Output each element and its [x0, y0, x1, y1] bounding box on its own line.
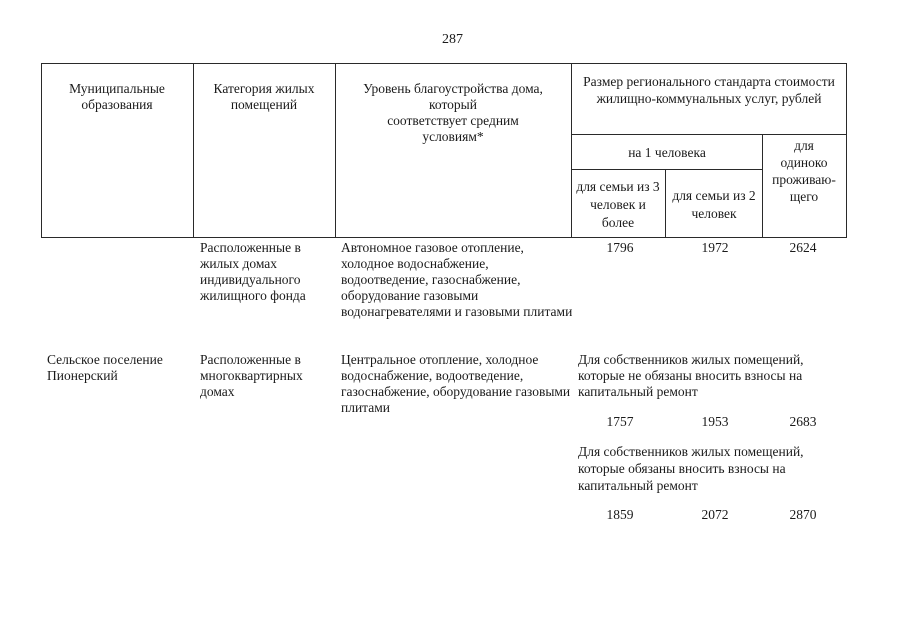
- divider-col2: [335, 63, 336, 237]
- row1-family3-value: 1796: [606, 240, 634, 255]
- header-standard: Размер регионального стандарта стоимости жилищно-коммунальных услуг, рублей: [583, 74, 835, 106]
- header-per-person: на 1 человека: [628, 145, 706, 160]
- divider-standard-sub: [571, 134, 847, 135]
- divider-col1: [193, 63, 194, 237]
- header-level: Уровень благоустройства дома, который соответствует средним условиям*: [363, 81, 543, 144]
- header-category: Категория жилых помещений: [213, 81, 315, 112]
- row2-municipality: Сельское поселение Пионерский: [47, 352, 163, 383]
- row2-a-family2-value: 1953: [701, 414, 729, 429]
- header-single: для одиноко проживаю-щего: [772, 138, 836, 204]
- table-left-border: [41, 63, 42, 237]
- divider-col5: [762, 134, 763, 237]
- row1-category: Расположенные в жилых домах индивидуального жилищного фонда: [200, 240, 306, 303]
- header-family3: для семьи из 3 человек и более: [576, 179, 660, 230]
- header-bottom-border: [41, 237, 847, 238]
- row1-level: Автономное газовое отопление, холодное водоснабжение, водоотведение, газоснабжение, оборудование газовыми водонагревателями и газовыми плитами: [341, 240, 573, 319]
- row2-b-family2-value: 2072: [701, 507, 729, 522]
- header-family2: для семьи из 2 человек: [672, 188, 756, 221]
- row2-note-with-repair: Для собственников жилых помещений, которые обязаны вносить взносы на капитальный ремонт: [578, 444, 804, 493]
- divider-col4: [665, 169, 666, 237]
- row2-category: Расположенные в многоквартирных домах: [200, 352, 303, 399]
- row1-family2-value: 1972: [701, 240, 729, 255]
- row2-a-single-value: 2683: [789, 414, 817, 429]
- page-number: 287: [442, 32, 463, 47]
- row1-single-value: 2624: [789, 240, 817, 255]
- row2-b-family3-value: 1859: [606, 507, 634, 522]
- header-municipality: Муниципальные образования: [69, 81, 165, 112]
- row2-b-single-value: 2870: [789, 507, 817, 522]
- row2-a-family3-value: 1757: [606, 414, 634, 429]
- row2-note-no-repair: Для собственников жилых помещений, которые не обязаны вносить взносы на капитальный ремонт: [578, 352, 804, 399]
- table-top-border: [41, 63, 847, 64]
- row2-level: Центральное отопление, холодное водоснабжение, водоотведение, газоснабжение, оборудование газовыми плитами: [341, 352, 571, 415]
- table-right-border: [846, 63, 847, 237]
- divider-per-person: [571, 169, 762, 170]
